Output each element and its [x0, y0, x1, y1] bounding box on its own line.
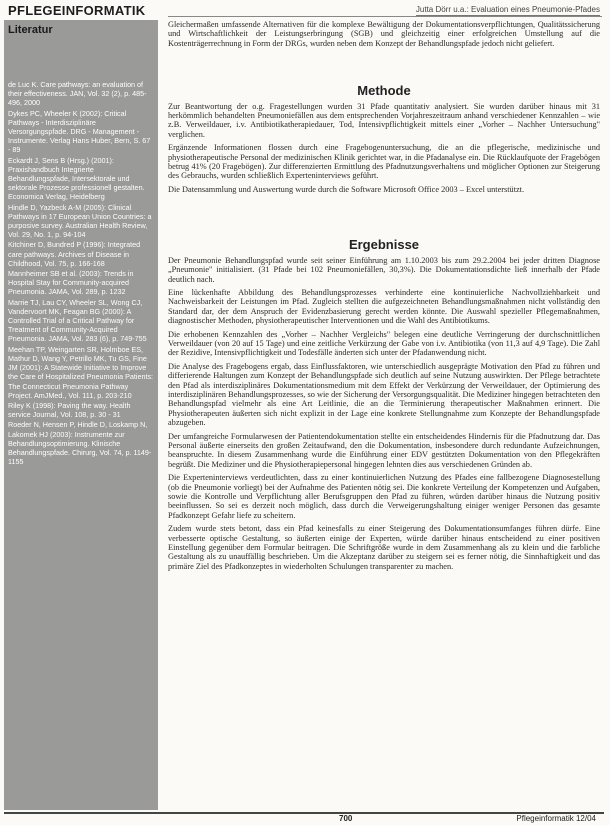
- reference-item: Eckardt J, Sens B (Hrsg.) (2001): Praxishandbuch Integrierte Behandlungspfade, Intersektorale und sektorale Prozesse professionell gestalten. Economica Verlag, Heidelberg: [8, 155, 145, 202]
- reference-item: Riley K (1998): Paving the way. Health service Journal, Vol. 108, p. 30 - 31: [8, 400, 131, 420]
- masthead: PFLEGEINFORMATIK: [8, 3, 146, 18]
- body-paragraph: Der umfangreiche Formularwesen der Patientendokumentation stellte ein entscheidendes Hindernis für die Pfadnutzung dar. Das Personal äußerte einerseits den großen Zeitaufwand, den die Dokumentation, insbesondere durch redundante Aufzeichnungen, beanspruchte. In diesem Zusammenhang wurde die Einführung einer EDV gestützten Dokumentation von den Pflegekräften begrüßt. Die Mediziner und die Physiotherapiepersonal hingegen lehnten dies aus verschiedenen Gründen ab.: [168, 431, 600, 469]
- article-body: [168, 20, 600, 575]
- body-paragraph: Zudem wurde stets betont, dass ein Pfad keinesfalls zu einer Steigerung des Dokumentationsumfanges führen dürfe. Eine verbesserte optische Gestaltung, so äußerten einige der Experten, würde darüber hinaus entscheidend zu einer positiven Einstellung gegenüber dem Formular beitragen. Die Schriftgröße wurde in dem Zusammenhang als zu klein und die farbliche Gestaltung als zu unauffällig beschrieben. Um die Akzeptanz darüber zu steigern sei es ferner nötig, die Sinnhaftigkeit und das primäre Ziel des Pfadkonzeptes in wiederholten Schulungen transparenter zu machen.: [168, 524, 600, 571]
- journal-name: Pflegeinformatik 12/04: [516, 814, 596, 823]
- sidebar-title: Literatur: [8, 24, 53, 36]
- section-heading-ergebnisse: Ergebnisse: [348, 237, 420, 253]
- page-number: 700: [339, 814, 353, 823]
- reference-item: Dykes PC, Wheeler K (2002): Critical Pathways - Interdisziplinäre Versorgungspfade. DRG - Management - Instrumente. Verlag Hans Huber, Bern, S. 67 - 89: [8, 108, 151, 155]
- page-footer: [4, 812, 604, 822]
- body-paragraph: Ergänzende Informationen flossen durch eine Fragebogenuntersuchung, die an die pflegerische, medizinische und physiotherapeutische Personal der medizinischen Klinik gerichtet war, in die Pfadanalyse ein. Die Rücklaufquote der Fragebögen betrug 41% (20 Fragebögen). Zur differenzierten Ermittlung des Pfadnutzungsverhaltens und möglicher Optionen zur Steigerung des Gebrauchs, wurden schließlich Experteninterviews geführt.: [168, 143, 600, 181]
- reference-sidebar: [4, 20, 158, 810]
- reference-item: Kitchiner D, Bundred P (1996): Integrated care pathways. Archives of Disease in Childhood, Vol. 75, p. 166-168: [8, 240, 141, 268]
- body-paragraph: Die Experteninterviews verdeutlichten, dass zu einer kontinuierlichen Nutzung des Pfades eine fallbezogene Diagnosestellung (ob die Pneumonie vorliegt) bei der Aufnahme des Patienten nötig sei. Die konkrete Verteilung der Kompetenzen und Aufgaben, sowie die Kontrolle und Verpflichtung aller Berufsgruppen den Pfad zu führen, würden darüber hinaus die Nutzung positiv beeinflussen. So sei es derzeit noch möglich, dass durch die Verweigerungshaltung einiger weniger Personen das gesamte Pfadkonzept Gefahr liefe zu scheitern.: [168, 473, 600, 520]
- footer-rule: [4, 812, 604, 814]
- reference-item: Marrie TJ, Lau CY, Wheeler SL, Wong CJ, Vandervoort MK, Feagan BG (2000): A Controlled Trial of a Critical Pathway for Treatment of Community-Acquired Pneumonia. JAMA, Vol. 283 (6), p. 749-755: [8, 297, 147, 344]
- intro-paragraph: Gleichermaßen umfassende Alternativen für die komplexe Bewältigung der Dokumentationsverpflichtungen, Qualitätssicherung und Wirtschaftlichkeit der Leistungserbringung (SGB) und gleichzeitig einer erfolgreichen Umstellung auf die Kostenträgerrechnung in Form der DRGs, wurden neben dem Konzept der Behandlungspfade jedoch nicht geliefert.: [168, 20, 600, 48]
- body-paragraph: Die Analyse des Fragebogens ergab, dass Einflussfaktoren, wie unterschiedlich ausgeprägte Motivation den Pfad zu führen und differierende Haltungen zum Konzept der Behandlungspfade sich deutlich auf seine Nutzung auswirkten. Der Pflege betrachtete den Pfad als interdisziplinäres Dokumentationsmedium mit dem Effekt der Verkürzung der Verweildauer, der Optimierung des interdisziplinären Behandlungsprozesses, so wie der Sicherung der Versorgungsqualität. Die Mediziner hingegen betrachteten den Behandlungspfad vielmehr als eine Art Leitlinie, die an die Terminierung therapeutischer Maßnahmen erinnert. Die Physiotherapeuten äußerten sich nicht explizit in der Lage eine konkrete Stellungnahme zum Konzepte der Behandlungspfade abzugeben.: [168, 361, 600, 428]
- reference-item: Mannheimer SB et al. (2003): Trends in Hospital Stay for Community-acquired Pneumonia. JAMA, Vol. 289, p. 1232: [8, 269, 134, 297]
- reference-item: de Luc K. Care pathways: an evaluation of their effectiveness. JAN, Vol. 32 (2), p. 485-496, 2000: [8, 80, 147, 108]
- body-paragraph: Die erhobenen Kennzahlen des „Vorher – Nachher Vergleichs" belegen eine deutliche Verringerung der durchschnittlichen Verweildauer (von 20 auf 15 Tage) und eine zeitliche Verkürzung der Gabe von i.v. Antibiotika (von 11,3 auf 4,9 Tage). Die Zahl der Rezidive, Intensivpflichtigkeit und Todesfälle änderten sich unter der Pfadanwendung nicht.: [168, 329, 600, 358]
- body-paragraph: Eine lückenhafte Abbildung des Behandlungsprozesses verhinderte eine kontinuierliche Nachvollziehbarkeit und Nachweisbarkeit der Leistungen im Pfad. Zugleich stellten die aufgezeichneten Behandlungsmaßnahmen nicht vollständig den Standard dar, der dem Anspruch der Evidenzbasierung gerecht werden könnte. Die Auswahl spezieller Pflegemaßnahmen, diagnostischer Methoden, physiotherapeutischer Interventionen und die Wahl des Antibiotikums.: [168, 287, 600, 326]
- body-paragraph: Zur Beantwortung der o.g. Fragestellungen wurden 31 Pfade quantitativ analysiert. Sie wurden darüber hinaus mit 31 herkömmlich behandelten Pneumoniefällen aus dem entsprechenden Vorjahreszeitraum anhand verschiedener Kennzahlen – wie z.B. Verweildauer, i.v. Antibiotikatherapiedauer, Tod, Intensivpflichtigkeit mittels einer „Vorher – Nachher Untersuchung" verglichen.: [168, 101, 600, 139]
- header-rule: [168, 16, 602, 17]
- running-head: Jutta Dörr u.a.: Evaluation eines Pneumonie-Pfades: [415, 5, 600, 14]
- reference-item: Roeder N, Hensen P, Hindle D, Loskamp N, Lakomek HJ (2003): Instrumente zur Behandlungsoptimierung. Klinische Behandlungspfade. Chirurg, Vol. 74, p. 1149-1155: [8, 420, 152, 467]
- reference-list: [8, 80, 154, 467]
- body-paragraph: Die Datensammlung und Auswertung wurde durch die Software Microsoft Office 2003 – Excel unterstützt.: [168, 184, 525, 194]
- body-paragraph: Der Pneumonie Behandlungspfad wurde seit seiner Einführung am 1.10.2003 bis zum 29.2.2004 bei jeder dritten Diagnose „Pneumonie" initialisiert. (31 Pfade bei 102 Pneumoniefällen, 30,3%). Die Dokumentationsdichte ließ innerhalb der Pfade deutlich nach.: [168, 255, 600, 284]
- reference-item: Hindle D, Yazbeck A-M (2005): Clinical Pathways in 17 European Union Countries: a purposive survey. Australian Health Review, Vol. 29, No. 1, p. 94-104: [8, 202, 152, 240]
- section-heading-methode: Methode: [357, 83, 411, 99]
- reference-item: Meehan TP, Weingarten SR, Holmboe ES, Mathur D, Wang Y, Petrillo MK, Tu GS, Fine JM (2001): A Statewide Initiative to Improve the Care of Hospitalized Pneumonia Patients: The Connecticut Pneumonia Pathway Project. AmJMed., Vol. 111, p. 203-210: [8, 344, 154, 400]
